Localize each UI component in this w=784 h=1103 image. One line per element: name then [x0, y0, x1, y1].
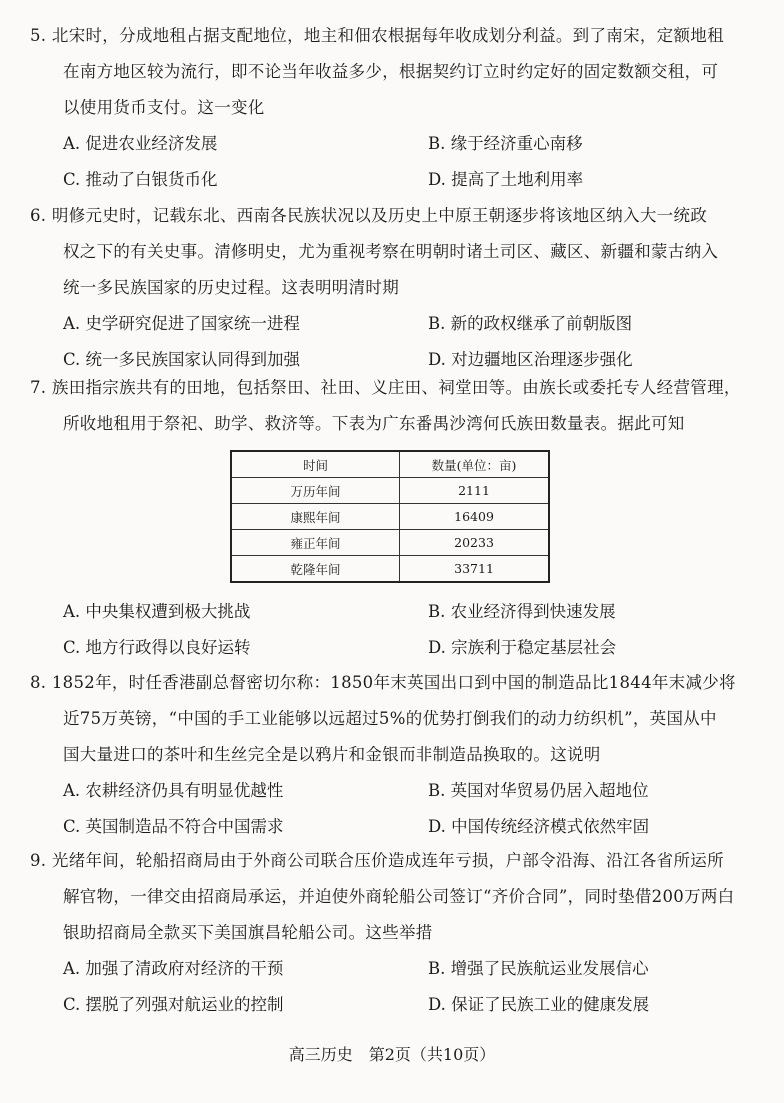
question-5-options-row-1	[30, 126, 760, 162]
option-c: C. 摆脱了列强对航运业的控制	[63, 995, 284, 1014]
question-5	[30, 18, 760, 198]
option-d: D. 保证了民族工业的健康发展	[428, 995, 650, 1014]
option-c: C. 地方行政得以良好运转	[63, 638, 251, 657]
question-5-stem-line-2: 在南方地区较为流行，即不论当年收益多少，根据契约订立时约定好的固定数额交租，可	[63, 62, 719, 81]
table-header-row	[231, 451, 549, 478]
option-d: D. 宗族利于稳定基层社会	[428, 638, 617, 657]
option-a: A. 加强了清政府对经济的干预	[63, 959, 284, 978]
table-cell-period: 康熙年间	[231, 504, 400, 530]
question-5-stem-line-1: 5. 北宋时，分成地租占据支配地位，地主和佃农根据每年收成划分利益。到了南宋，定额地租	[30, 26, 724, 45]
option-b: B. 英国对华贸易仍居入超地位	[428, 781, 649, 800]
option-a: A. 史学研究促进了国家统一进程	[63, 314, 300, 333]
option-c: C. 英国制造品不符合中国需求	[63, 817, 284, 836]
option-c: C. 统一多民族国家认同得到加强	[63, 350, 301, 369]
question-6-stem-line-2: 权之下的有关史事。清修明史，尤为重视考察在明朝时诸土司区、藏区、新疆和蒙古纳入	[63, 242, 719, 261]
table-cell-period: 万历年间	[231, 478, 400, 504]
question-8-options-row-2	[30, 809, 760, 845]
option-a: A. 农耕经济仍具有明显优越性	[63, 781, 284, 800]
option-c: C. 推动了白银货币化	[63, 170, 218, 189]
option-b: B. 农业经济得到快速发展	[428, 602, 616, 621]
option-a: A. 中央集权遭到极大挑战	[63, 602, 251, 621]
table-cell-period: 雍正年间	[231, 530, 400, 556]
question-8-options-row-1	[30, 773, 760, 809]
table-cell-quantity: 16409	[400, 504, 549, 530]
question-7-stem-line-2: 所收地租用于祭祀、助学、救济等。下表为广东番禺沙湾何氏族田数量表。据此可知	[63, 414, 685, 433]
option-b: B. 新的政权继承了前朝版图	[428, 314, 633, 333]
question-5-stem-line-3: 以使用货币支付。这一变化	[63, 98, 265, 117]
table-row	[231, 556, 549, 583]
option-d: D. 对边疆地区治理逐步强化	[428, 350, 633, 369]
question-8-stem-line-3: 国大量进口的茶叶和生丝完全是以鸦片和金银而非制造品换取的。这说明	[63, 745, 601, 764]
option-d: D. 提高了土地利用率	[428, 170, 584, 189]
question-6-options-row-1	[30, 306, 760, 342]
table-header-quantity: 数量(单位：亩)	[400, 451, 549, 478]
page-footer: 高三历史 第2页（共10页）	[288, 1045, 496, 1064]
question-9-stem-line-1: 9. 光绪年间，轮船招商局由于外商公司联合压价造成连年亏损，户部令沿海、沿江各省所运所	[30, 851, 724, 870]
question-7-options-row-2	[30, 630, 760, 666]
question-9-stem-line-3: 银助招商局全款买下美国旗昌轮船公司。这些举措	[63, 923, 433, 942]
question-9	[30, 843, 760, 1023]
question-8	[30, 665, 760, 845]
question-5-options-row-2	[30, 162, 760, 198]
question-6	[30, 198, 760, 378]
table-row	[231, 504, 549, 530]
question-7-stem-line-1: 7. 族田指宗族共有的田地，包括祭田、社田、义庄田、祠堂田等。由族长或委托专人经营管理，	[30, 378, 741, 397]
table-cell-quantity: 33711	[400, 556, 549, 583]
option-d: D. 中国传统经济模式依然牢固	[428, 817, 650, 836]
question-7-options-row-1	[30, 594, 760, 630]
clan-land-table	[230, 450, 550, 583]
option-b: B. 缘于经济重心南移	[428, 134, 583, 153]
option-a: A. 促进农业经济发展	[63, 134, 218, 153]
table-cell-quantity: 2111	[400, 478, 549, 504]
table-header-period: 时间	[231, 451, 400, 478]
question-8-stem-line-1: 8. 1852年，时任香港副总督密切尔称：1850年末英国出口到中国的制造品比1844年末减少将	[30, 673, 736, 692]
option-b: B. 增强了民族航运业发展信心	[428, 959, 649, 978]
question-6-stem-line-3: 统一多民族国家的历史过程。这表明明清时期	[63, 278, 399, 297]
question-9-stem-line-2: 解官物，一律交由招商局承运，并迫使外商轮船公司签订“齐价合同”，同时垫借200万两白	[63, 887, 735, 906]
question-7-options	[30, 594, 760, 666]
question-8-stem-line-2: 近75万英镑，“中国的手工业能够以远超过5%的优势打倒我们的动力纺织机”，英国从中	[63, 709, 717, 728]
table-cell-quantity: 20233	[400, 530, 549, 556]
table-cell-period: 乾隆年间	[231, 556, 400, 583]
question-9-options-row-2	[30, 987, 760, 1023]
question-9-options-row-1	[30, 951, 760, 987]
question-7	[30, 370, 760, 442]
question-6-stem-line-1: 6. 明修元史时，记载东北、西南各民族状况以及历史上中原王朝逐步将该地区纳入大一统政	[30, 206, 708, 225]
table-row	[231, 478, 549, 504]
table-row	[231, 530, 549, 556]
